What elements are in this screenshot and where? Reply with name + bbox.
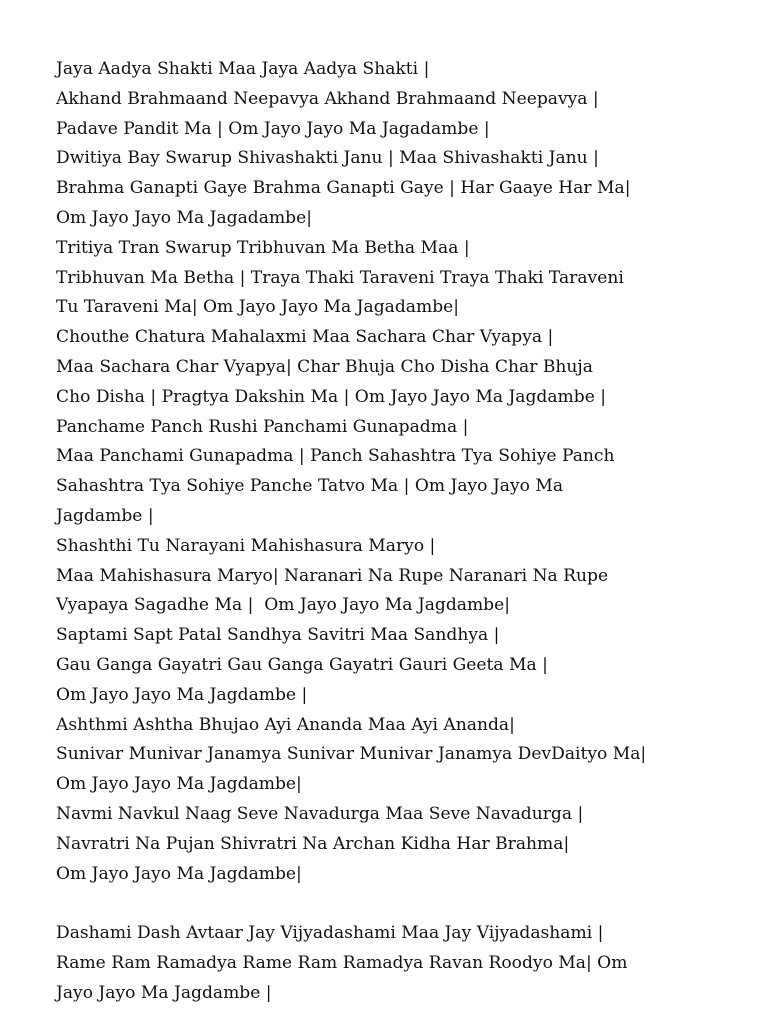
text-line: Om Jayo Jayo Ma Jagdambe| <box>56 863 302 884</box>
text-line: Gau Ganga Gayatri Gau Ganga Gayatri Gauri Geeta Ma | <box>56 654 548 675</box>
text-line: Dashami Dash Avtaar Jay Vijyadashami Maa Jay Vijyadashami | <box>56 923 604 944</box>
text-line: Padave Pandit Ma | Om Jayo Jayo Ma Jagadambe | <box>56 118 490 139</box>
text-line: Chouthe Chatura Mahalaxmi Maa Sachara Char Vyapya | <box>56 327 554 348</box>
text-line: Jayo Jayo Ma Jagdambe | <box>56 982 272 1003</box>
text-line: Sunivar Munivar Janamya Sunivar Munivar Janamya DevDaityo Ma| <box>56 744 647 765</box>
text-line: Sahashtra Tya Sohiye Panche Tatvo Ma | Om Jayo Jayo Ma <box>56 476 564 497</box>
text-line: Akhand Brahmaand Neepavya Akhand Brahmaand Neepavya | <box>56 88 599 109</box>
text-line: Om Jayo Jayo Ma Jagadambe| <box>56 207 312 228</box>
text-line: Maa Mahishasura Maryo| Naranari Na Rupe Naranari Na Rupe <box>56 565 609 586</box>
text-line: Jagdambe | <box>56 505 154 526</box>
text-block-main <box>56 55 748 889</box>
text-line: Navmi Navkul Naag Seve Navadurga Maa Seve Navadurga | <box>56 803 584 824</box>
text-line: Tu Taraveni Ma| Om Jayo Jayo Ma Jagadambe| <box>56 297 460 318</box>
text-line: Shashthi Tu Narayani Mahishasura Maryo | <box>56 535 436 556</box>
text-line: Brahma Ganapti Gaye Brahma Ganapti Gaye | Har Gaaye Har Ma| <box>56 178 631 199</box>
text-line: Maa Panchami Gunapadma | Panch Sahashtra Tya Sohiye Panch <box>56 446 615 467</box>
text-line: Saptami Sapt Patal Sandhya Savitri Maa Sandhya | <box>56 625 500 646</box>
text-line: Maa Sachara Char Vyapya| Char Bhuja Cho Disha Char Bhuja <box>56 356 593 377</box>
text-line: Rame Ram Ramadya Rame Ram Ramadya Ravan Roodyo Ma| Om <box>56 952 628 973</box>
text-line: Panchame Panch Rushi Panchami Gunapadma | <box>56 416 469 437</box>
text-line: Tritiya Tran Swarup Tribhuvan Ma Betha Maa | <box>56 237 470 258</box>
text-line: Vyapaya Sagadhe Ma | Om Jayo Jayo Ma Jagdambe| <box>56 595 510 616</box>
paragraph-break <box>56 889 748 919</box>
text-line: Tribhuvan Ma Betha | Traya Thaki Taraveni Traya Thaki Taraveni <box>56 267 624 288</box>
text-line: Jaya Aadya Shakti Maa Jaya Aadya Shakti | <box>56 59 430 79</box>
text-line: Cho Disha | Pragtya Dakshin Ma | Om Jayo Jayo Ma Jagdambe | <box>56 386 607 407</box>
text-line: Om Jayo Jayo Ma Jagdambe | <box>56 684 308 705</box>
text-line: Dwitiya Bay Swarup Shivashakti Janu | Maa Shivashakti Janu | <box>56 148 599 169</box>
document-page <box>56 55 748 1024</box>
text-line: Om Jayo Jayo Ma Jagdambe| <box>56 774 302 795</box>
text-line: Navratri Na Pujan Shivratri Na Archan Kidha Har Brahma| <box>56 833 570 854</box>
text-block-continued <box>56 919 748 1008</box>
text-line: Ashthmi Ashtha Bhujao Ayi Ananda Maa Ayi Ananda| <box>56 714 515 735</box>
